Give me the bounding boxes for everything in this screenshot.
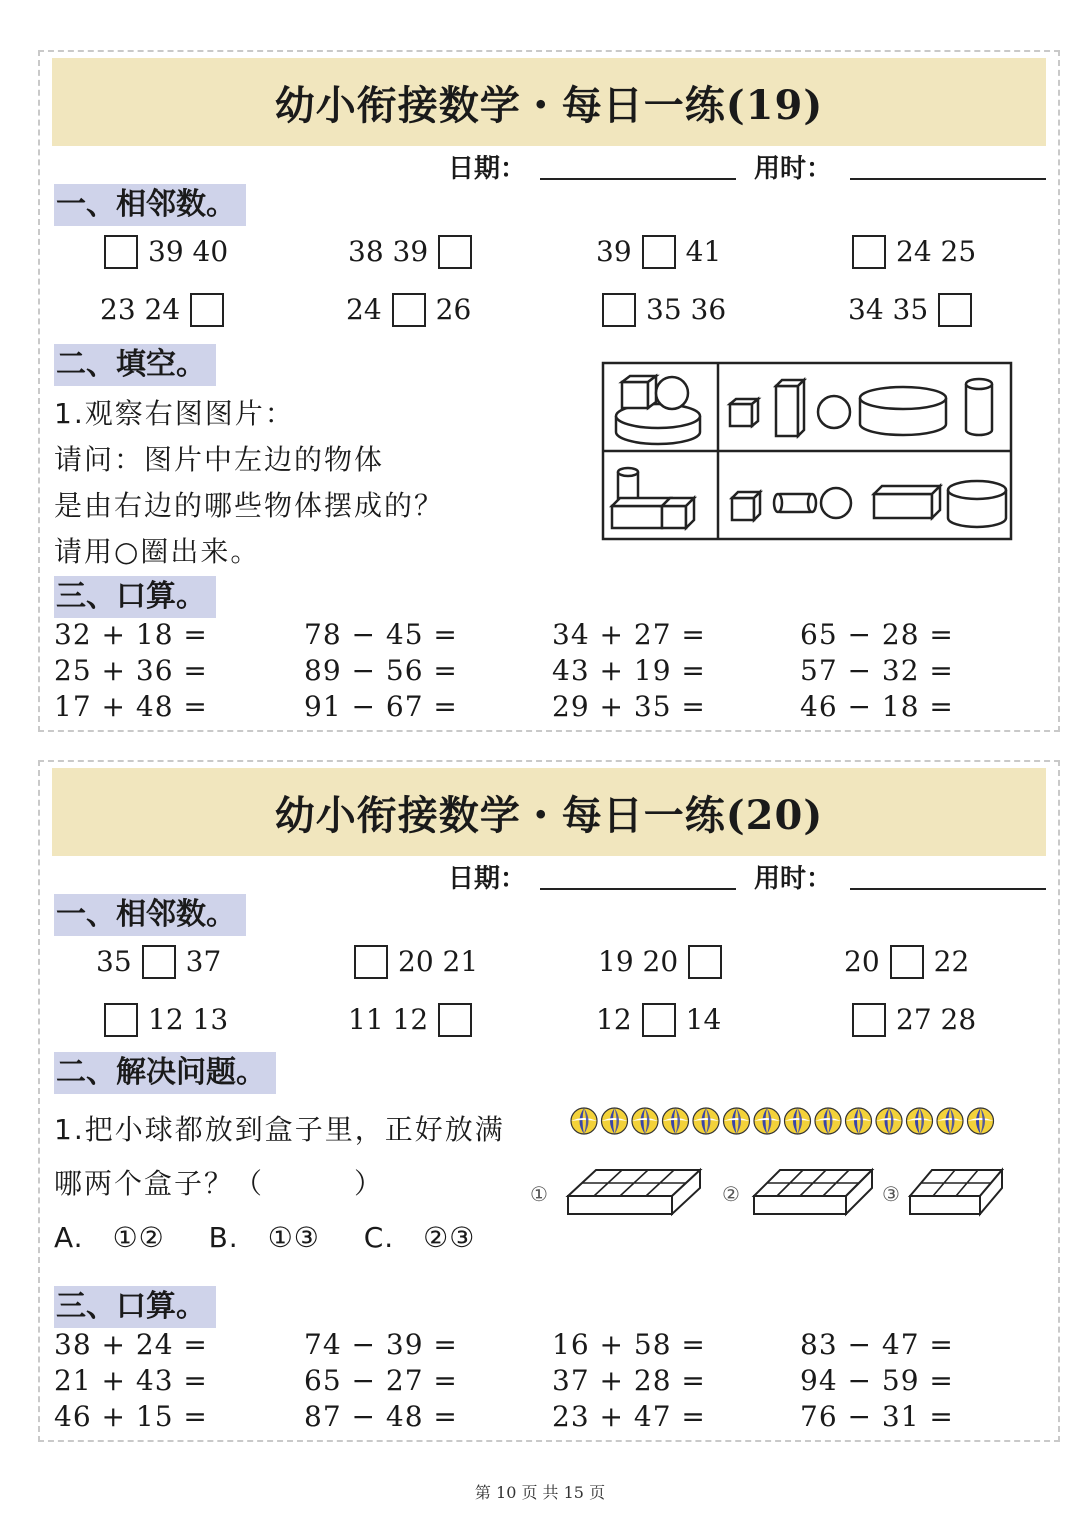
number-pair: 39 40: [148, 235, 229, 268]
calc-problem: 37 + 28 =: [552, 1364, 706, 1397]
ball-icon: [876, 1108, 902, 1134]
section-heading-mental-math: 三、口算。: [54, 1286, 216, 1328]
question-line: 是由右边的哪些物体摆成的？: [54, 489, 445, 522]
calc-problem: 21 + 43 =: [54, 1364, 208, 1397]
answer-box[interactable]: [354, 945, 388, 979]
calc-problem: 46 + 15 =: [54, 1400, 208, 1433]
adjacent-item: [844, 942, 969, 982]
calc-problem: 94 − 59 =: [800, 1364, 954, 1397]
ball-icon: [693, 1108, 719, 1134]
time-label: 用时：: [754, 864, 833, 894]
number-pair: 27 28: [896, 1003, 977, 1036]
option-c[interactable]: C. ②③: [363, 1221, 476, 1254]
calc-problem: 29 + 35 =: [552, 690, 706, 723]
calc-problem: 65 − 28 =: [800, 618, 954, 651]
worksheet-20: [38, 760, 1060, 1442]
calc-problem: 78 − 45 =: [304, 618, 458, 651]
worksheet-19: [38, 50, 1060, 732]
answer-box[interactable]: [438, 235, 472, 269]
adjacent-item: [596, 1000, 721, 1040]
ball-icon: [846, 1108, 872, 1134]
calc-problem: 87 − 48 =: [304, 1400, 458, 1433]
number-pair: 38 39: [348, 235, 429, 268]
number-pair: 11 12: [348, 1003, 429, 1036]
time-blank[interactable]: [850, 888, 1046, 890]
ball-icon: [571, 1108, 597, 1134]
answer-box[interactable]: [190, 293, 224, 327]
section-heading-adjacent: 一、相邻数。: [54, 894, 246, 936]
number-pair: 23 24: [100, 293, 181, 326]
calc-problem: 57 − 32 =: [800, 654, 954, 687]
number: 26: [435, 293, 472, 326]
date-label: 日期：: [448, 154, 527, 184]
box-label: ①: [530, 1182, 549, 1206]
answer-box[interactable]: [104, 1003, 138, 1037]
ball-icon: [785, 1108, 811, 1134]
ball-icon: [815, 1108, 841, 1134]
adjacent-item: [596, 232, 721, 272]
answer-box[interactable]: [642, 1003, 676, 1037]
adjacent-item: [104, 232, 228, 272]
adjacent-item: [96, 942, 221, 982]
number: 41: [685, 235, 722, 268]
calc-problem: 91 − 67 =: [304, 690, 458, 723]
calc-problem: 25 + 36 =: [54, 654, 208, 687]
section-heading-fill-blank: 二、填空。: [54, 344, 216, 386]
adjacent-item: [104, 1000, 228, 1040]
calc-problem: 46 − 18 =: [800, 690, 954, 723]
number: 22: [933, 945, 970, 978]
answer-box[interactable]: [852, 235, 886, 269]
date-blank[interactable]: [540, 178, 736, 180]
ball-icon: [968, 1108, 994, 1134]
number-pair: 12 13: [148, 1003, 229, 1036]
answer-box[interactable]: [104, 235, 138, 269]
worksheet-title: 幼小衔接数学・每日一练(19): [52, 58, 1046, 146]
adjacent-item: [852, 232, 976, 272]
number: 20: [844, 945, 880, 978]
calc-problem: 16 + 58 =: [552, 1328, 706, 1361]
calc-problem: 76 − 31 =: [800, 1400, 954, 1433]
number-pair: 19 20: [598, 945, 679, 978]
adjacent-item: [848, 290, 972, 330]
calc-problem: 65 − 27 =: [304, 1364, 458, 1397]
answer-box[interactable]: [602, 293, 636, 327]
meta-row: [40, 858, 1060, 898]
composite-object-1: [616, 376, 700, 444]
ball-icon: [663, 1108, 689, 1134]
number-pair: 35 36: [646, 293, 727, 326]
box-label: ②: [722, 1182, 741, 1206]
ball-icon: [907, 1108, 933, 1134]
calc-problem: 34 + 27 =: [552, 618, 706, 651]
answer-box[interactable]: [642, 235, 676, 269]
option-a[interactable]: A. ①②: [54, 1221, 165, 1254]
question-line: 请用○圈出来。: [54, 535, 261, 568]
page-footer: 第 10 页 共 15 页: [474, 1483, 606, 1502]
question-line: 请问：图片中左边的物体: [54, 443, 385, 476]
calc-problem: 17 + 48 =: [54, 690, 208, 723]
ball-icon: [754, 1108, 780, 1134]
question-line: 1.观察右图图片：: [54, 397, 295, 430]
time-label: 用时：: [754, 154, 833, 184]
adjacent-item: [354, 942, 478, 982]
adjacent-item: [602, 290, 726, 330]
ball-icon: [937, 1108, 963, 1134]
adjacent-item: [100, 290, 224, 330]
answer-box[interactable]: [688, 945, 722, 979]
number: 35: [96, 945, 132, 978]
section-heading-problem-solving: 二、解决问题。: [54, 1052, 276, 1094]
calc-problem: 23 + 47 =: [552, 1400, 706, 1433]
calc-problem: 89 − 56 =: [304, 654, 458, 687]
calc-problem: 43 + 19 =: [552, 654, 706, 687]
number-pair: 34 35: [848, 293, 929, 326]
calc-problem: 74 − 39 =: [304, 1328, 458, 1361]
number: 37: [185, 945, 222, 978]
balls-row: [568, 1104, 1008, 1138]
question-line: 1.把小球都放到盒子里，正好放满: [54, 1113, 505, 1146]
number: 24: [346, 293, 382, 326]
calc-problem: 32 + 18 =: [54, 618, 208, 651]
number: 39: [596, 235, 632, 268]
answer-box[interactable]: [392, 293, 426, 327]
option-b[interactable]: B. ①③: [208, 1221, 320, 1254]
box-3-icon: [906, 1166, 1006, 1218]
question-line: 哪两个盒子？（ ）: [54, 1167, 385, 1200]
answer-options: [54, 1216, 475, 1256]
answer-box[interactable]: [142, 945, 176, 979]
number-pair: 24 25: [896, 235, 977, 268]
section-heading-adjacent: 一、相邻数。: [54, 184, 246, 226]
answer-box[interactable]: [852, 1003, 886, 1037]
number: 12: [596, 1003, 632, 1036]
adjacent-item: [346, 290, 471, 330]
answer-box[interactable]: [938, 293, 972, 327]
number-pair: 20 21: [398, 945, 479, 978]
box-1-icon: [564, 1166, 704, 1218]
answer-box[interactable]: [438, 1003, 472, 1037]
adjacent-item: [348, 232, 472, 272]
ball-icon: [602, 1108, 628, 1134]
number: 14: [685, 1003, 722, 1036]
box-2-icon: [750, 1166, 876, 1218]
ball-icon: [632, 1108, 658, 1134]
date-blank[interactable]: [540, 888, 736, 890]
adjacent-item: [852, 1000, 976, 1040]
worksheet-title: 幼小衔接数学・每日一练(20): [52, 768, 1046, 856]
shapes-figure: [602, 362, 1012, 542]
answer-box[interactable]: [890, 945, 924, 979]
meta-row: [40, 148, 1060, 188]
ball-icon: [724, 1108, 750, 1134]
box-label: ③: [882, 1182, 901, 1206]
section-heading-mental-math: 三、口算。: [54, 576, 216, 618]
adjacent-item: [348, 1000, 472, 1040]
time-blank[interactable]: [850, 178, 1046, 180]
calc-problem: 83 − 47 =: [800, 1328, 954, 1361]
date-label: 日期：: [448, 864, 527, 894]
calc-problem: 38 + 24 =: [54, 1328, 208, 1361]
adjacent-item: [598, 942, 722, 982]
